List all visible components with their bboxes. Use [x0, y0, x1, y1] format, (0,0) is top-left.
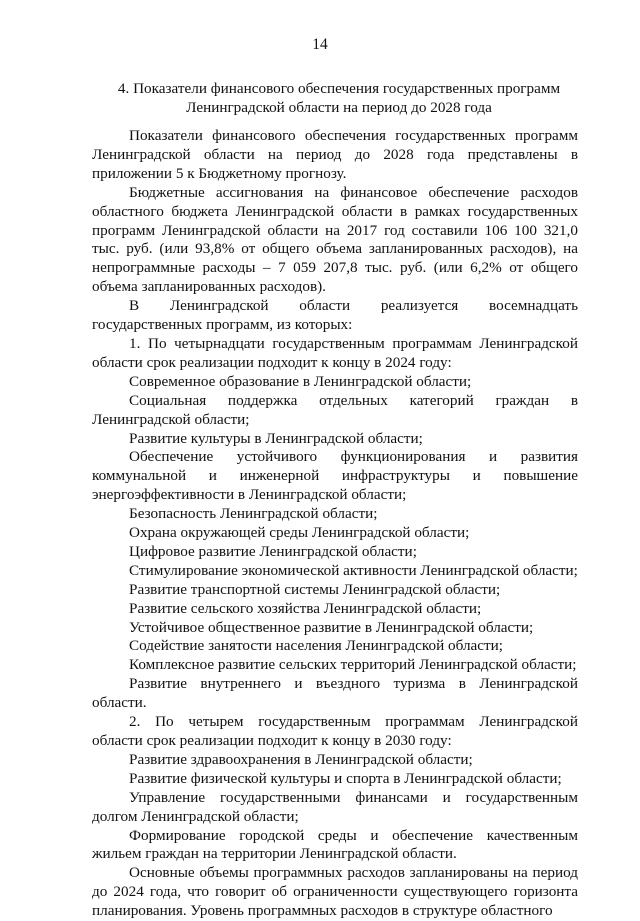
list-item: Устойчивое общественное развитие в Ленинградской области;	[129, 618, 534, 636]
section-heading	[100, 79, 578, 117]
list-item: Цифровое развитие Ленинградской области;	[129, 542, 417, 560]
list-item: Управление государственными финансами и государственным долгом Ленинградской области;	[92, 788, 578, 825]
paragraph: В Ленинградской области реализуется восемнадцать государственных программ, из которых:	[92, 297, 578, 334]
list-item: Развитие внутреннего и въездного туризма в Ленинградской области.	[92, 675, 578, 712]
section-heading-line-2: Ленинградской области на период до 2028 года	[186, 99, 492, 116]
list-item: Развитие сельского хозяйства Ленинградской области;	[129, 599, 482, 617]
section-heading-line-1: 4. Показатели финансового обеспечения государственных программ	[117, 80, 561, 97]
list-item: Развитие транспортной системы Ленинградской области;	[129, 580, 501, 598]
paragraph: 1. По четырнадцати государственным программам Ленинградской области срок реализации подходит к концу в 2024 году:	[92, 334, 578, 371]
list-item: Стимулирование экономической активности Ленинградской области;	[129, 561, 578, 579]
list-item: Развитие культуры в Ленинградской области;	[129, 429, 423, 447]
list-item: Формирование городской среды и обеспечение качественным жильем граждан на территории Ленинградской области.	[92, 826, 578, 863]
list-item: Развитие здравоохранения в Ленинградской области;	[129, 750, 473, 768]
paragraph: Основные объемы программных расходов запланированы на период до 2024 года, что говорит об ограниченности существующего горизонта планирования. Уровень программных расходов в структуре областного	[92, 864, 578, 920]
paragraph: 2. По четырем государственным программам Ленинградской области срок реализации подходит к концу в 2030 году:	[92, 713, 578, 749]
list-item: Социальная поддержка отдельных категорий граждан в Ленинградской области;	[92, 391, 578, 428]
list-item: Обеспечение устойчивого функционирования и развития коммунальной и инженерной инфраструктуры и повышение энергоэффективности в Ленинградской области;	[92, 448, 578, 504]
page-number: 14	[312, 36, 328, 53]
list-item: Безопасность Ленинградской области;	[129, 505, 378, 523]
list-item: Охрана окружающей среды Ленинградской области;	[129, 524, 470, 542]
paragraph: Показатели финансового обеспечения государственных программ Ленинградской области на период до 2028 года представлены в приложении 5 к Бюджетному прогнозу.	[92, 127, 578, 182]
list-item: Развитие физической культуры и спорта в Ленинградской области;	[129, 769, 562, 787]
list-item: Комплексное развитие сельских территорий Ленинградской области;	[129, 656, 577, 674]
document-body	[92, 127, 578, 921]
list-item: Содействие занятости населения Ленинградской области;	[129, 637, 504, 655]
list-item: Современное образование в Ленинградской области;	[129, 372, 472, 390]
paragraph: Бюджетные ассигнования на финансовое обеспечение расходов областного бюджета Ленинградской области в рамках государственных программ Ленинградской области на 2017 год составили 106 100 321,0 тыс. руб. (или 93,8% от общего объема запланированных расходов), на непрограммные расходы – 7 059 207,8 тыс. руб. (или 6,2% от общего объема запланированных расходов).	[92, 183, 578, 296]
